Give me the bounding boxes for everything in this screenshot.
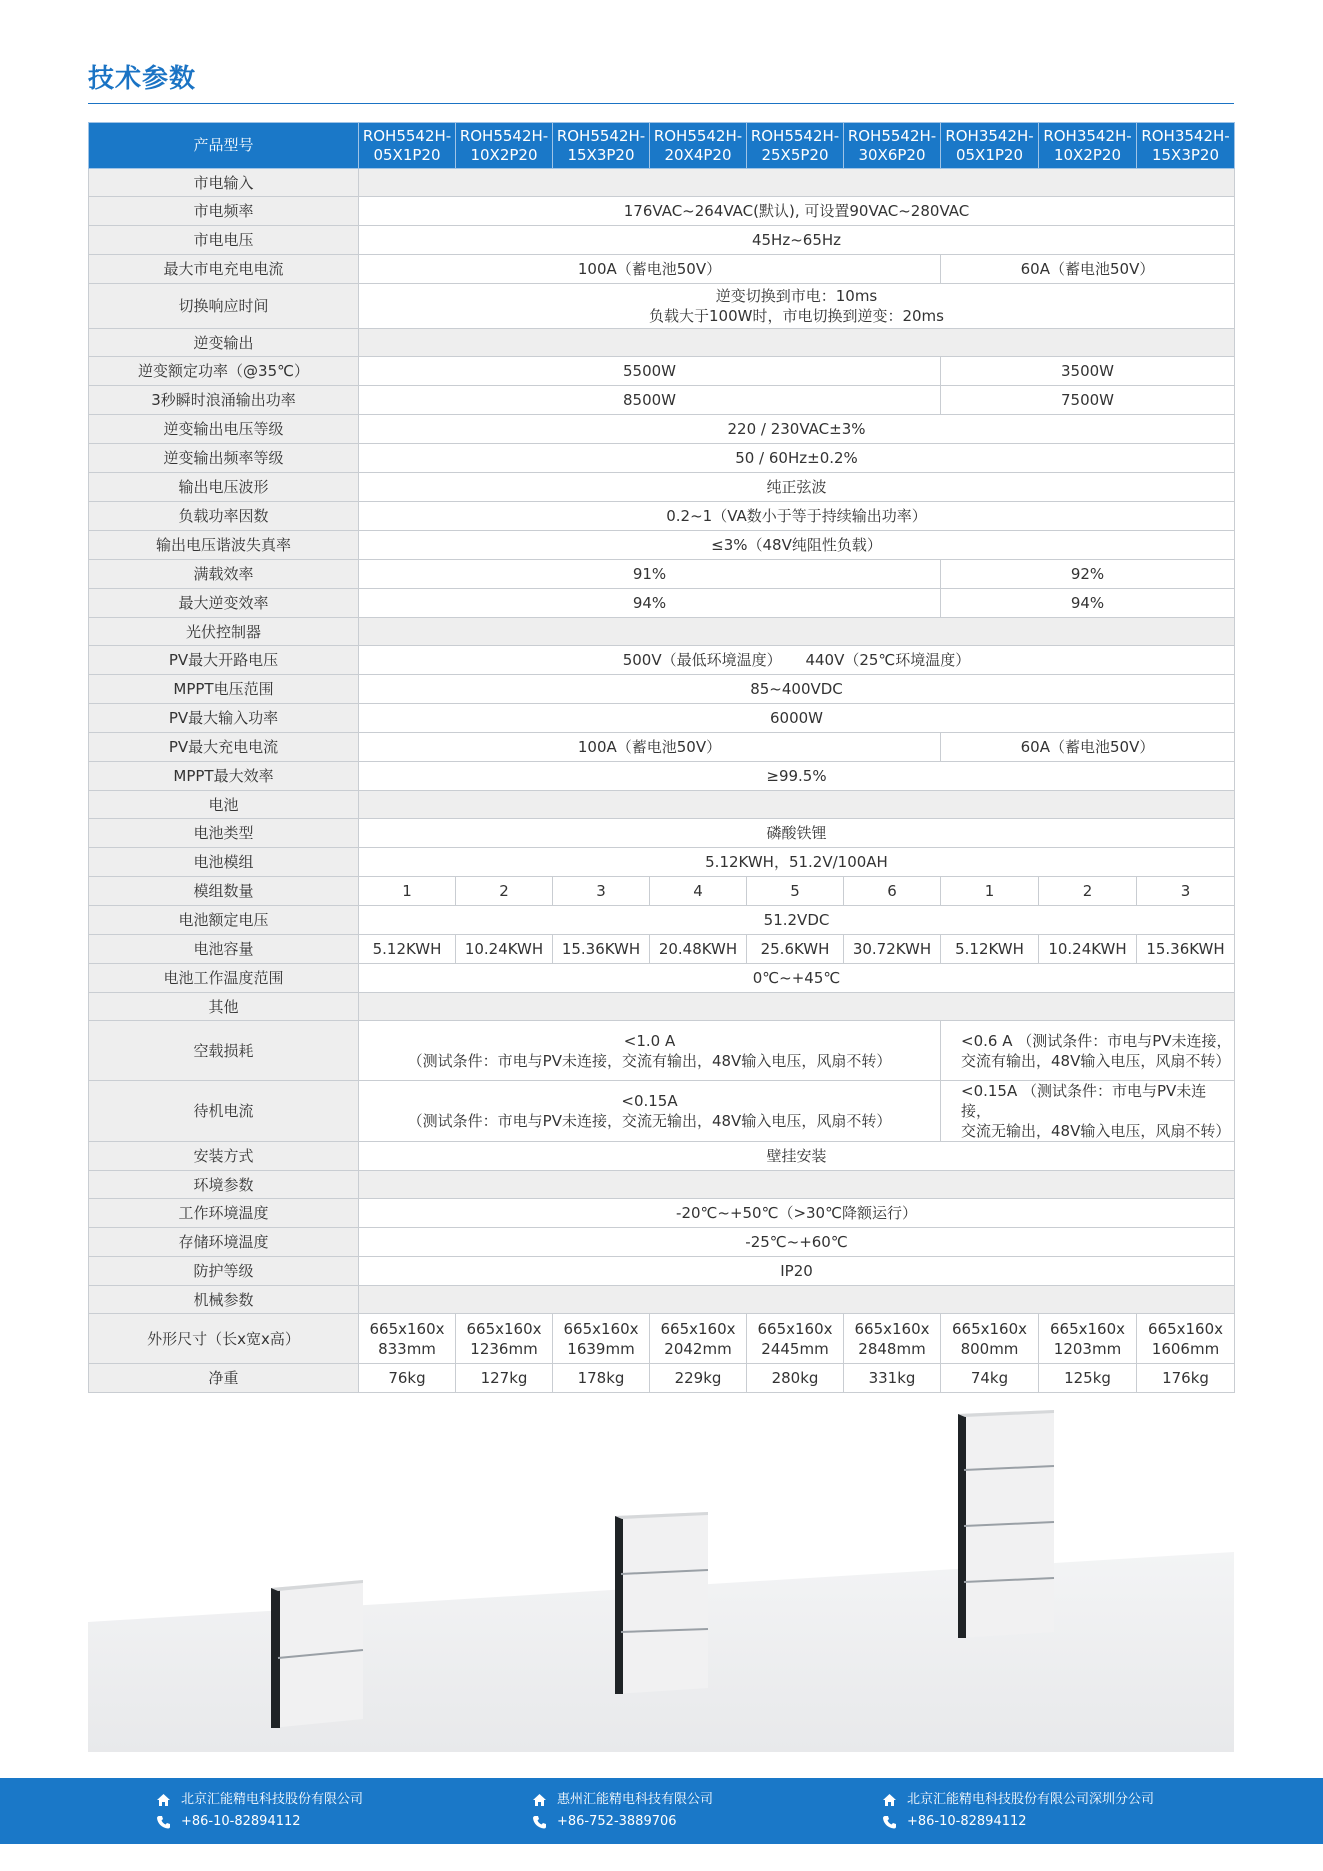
cell: 76kg	[359, 1364, 456, 1393]
row-value: ≤3%（48V纯阻性负载）	[359, 531, 1235, 560]
row-value: 94%	[359, 589, 941, 618]
footer-company: 北京汇能精电科技股份有限公司深圳分公司	[907, 1792, 1155, 1807]
row-label: 待机电流	[89, 1081, 359, 1142]
row-label: 电池容量	[89, 935, 359, 964]
table-row	[89, 386, 1235, 415]
cell: 665x160x 1236mm	[456, 1314, 553, 1364]
model-header: ROH5542H- 15X3P20	[553, 123, 650, 169]
table-row	[89, 964, 1235, 993]
cell: 665x160x 1203mm	[1039, 1314, 1137, 1364]
row-value: 0℃~+45℃	[359, 964, 1235, 993]
table-row	[89, 877, 1235, 906]
cell: 15.36KWH	[1137, 935, 1235, 964]
row-value: 纯正弦波	[359, 473, 1235, 502]
cell: 665x160x 1606mm	[1137, 1314, 1235, 1364]
row-value: <0.6 A （测试条件：市电与PV未连接， 交流有输出，48V输入电压，风扇不转）	[941, 1021, 1235, 1081]
row-label: 输出电压波形	[89, 473, 359, 502]
section-label: 环境参数	[89, 1171, 359, 1199]
row-value: 176VAC~264VAC(默认), 可设置90VAC~280VAC	[359, 197, 1235, 226]
cell: 176kg	[1137, 1364, 1235, 1393]
row-label: MPPT电压范围	[89, 675, 359, 704]
footer-company: 北京汇能精电科技股份有限公司	[181, 1792, 364, 1807]
table-row	[89, 906, 1235, 935]
footer-phone: +86-752-3889706	[557, 1814, 677, 1829]
row-label: 市电电压	[89, 226, 359, 255]
row-value: 3500W	[941, 357, 1235, 386]
section-row	[89, 1171, 1235, 1199]
cell: 74kg	[941, 1364, 1039, 1393]
table-row	[89, 531, 1235, 560]
row-value: 85~400VDC	[359, 675, 1235, 704]
table-row	[89, 357, 1235, 386]
cell: 1	[359, 877, 456, 906]
row-value: 51.2VDC	[359, 906, 1235, 935]
footer-contact	[882, 1789, 1154, 1833]
row-label: 存储环境温度	[89, 1228, 359, 1257]
cell: 665x160x 1639mm	[553, 1314, 650, 1364]
section-row	[89, 169, 1235, 197]
home-icon	[156, 1793, 171, 1807]
row-label: PV最大输入功率	[89, 704, 359, 733]
header-label: 产品型号	[89, 123, 359, 169]
row-label: 外形尺寸（长x宽x高）	[89, 1314, 359, 1364]
row-value: 5.12KWH，51.2V/100AH	[359, 848, 1235, 877]
cell: 665x160x 2848mm	[844, 1314, 941, 1364]
row-value: 60A（蓄电池50V）	[941, 733, 1235, 762]
row-value: 94%	[941, 589, 1235, 618]
table-row	[89, 819, 1235, 848]
row-value: 壁挂安装	[359, 1142, 1235, 1171]
battery-unit-4-module	[958, 1410, 1054, 1638]
section-label: 电池	[89, 791, 359, 819]
cell: 178kg	[553, 1364, 650, 1393]
section-label: 逆变输出	[89, 329, 359, 357]
table-row	[89, 935, 1235, 964]
table-row	[89, 646, 1235, 675]
row-value: 91%	[359, 560, 941, 589]
cell: 665x160x 2445mm	[747, 1314, 844, 1364]
cell: 6	[844, 877, 941, 906]
row-value: ≥99.5%	[359, 762, 1235, 791]
cell: 10.24KWH	[456, 935, 553, 964]
row-label: 电池类型	[89, 819, 359, 848]
table-row	[89, 444, 1235, 473]
home-icon	[882, 1793, 897, 1807]
table-header-row	[89, 123, 1235, 169]
cell: 665x160x 833mm	[359, 1314, 456, 1364]
row-label: 电池额定电压	[89, 906, 359, 935]
cell: 127kg	[456, 1364, 553, 1393]
row-value: 磷酸铁锂	[359, 819, 1235, 848]
model-header: ROH5542H- 10X2P20	[456, 123, 553, 169]
row-label: 输出电压谐波失真率	[89, 531, 359, 560]
phone-icon	[882, 1815, 897, 1829]
row-value: 500V（最低环境温度） 440V（25℃环境温度）	[359, 646, 1235, 675]
model-header: ROH5542H- 05X1P20	[359, 123, 456, 169]
section-label: 光伏控制器	[89, 618, 359, 646]
table-row	[89, 473, 1235, 502]
row-label: PV最大充电电流	[89, 733, 359, 762]
row-label: 工作环境温度	[89, 1199, 359, 1228]
model-header: ROH3542H- 10X2P20	[1039, 123, 1137, 169]
footer-phone: +86-10-82894112	[181, 1814, 301, 1829]
row-value: 0.2~1（VA数小于等于持续输出功率）	[359, 502, 1235, 531]
cell: 10.24KWH	[1039, 935, 1137, 964]
product-illustration	[88, 1392, 1234, 1752]
row-value: 逆变切换到市电：10ms 负载大于100W时，市电切换到逆变：20ms	[359, 284, 1235, 329]
row-label: MPPT最大效率	[89, 762, 359, 791]
model-header: ROH3542H- 05X1P20	[941, 123, 1039, 169]
table-row	[89, 255, 1235, 284]
footer-company: 惠州汇能精电科技有限公司	[557, 1792, 714, 1807]
table-row	[89, 762, 1235, 791]
cell: 25.6KWH	[747, 935, 844, 964]
row-value: 5500W	[359, 357, 941, 386]
footer-bar	[0, 1778, 1323, 1844]
table-row	[89, 1314, 1235, 1364]
table-row	[89, 589, 1235, 618]
row-label: 安装方式	[89, 1142, 359, 1171]
model-header: ROH3542H- 15X3P20	[1137, 123, 1235, 169]
row-label: 最大逆变效率	[89, 589, 359, 618]
row-value: 100A（蓄电池50V）	[359, 255, 941, 284]
cell: 5	[747, 877, 844, 906]
cell: 331kg	[844, 1364, 941, 1393]
cell: 280kg	[747, 1364, 844, 1393]
table-row	[89, 415, 1235, 444]
row-label: 净重	[89, 1364, 359, 1393]
table-row	[89, 1081, 1235, 1142]
row-value: 6000W	[359, 704, 1235, 733]
row-value: 220 / 230VAC±3%	[359, 415, 1235, 444]
cell: 125kg	[1039, 1364, 1137, 1393]
model-header: ROH5542H- 20X4P20	[650, 123, 747, 169]
phone-icon	[532, 1815, 547, 1829]
row-value: 8500W	[359, 386, 941, 415]
cell: 229kg	[650, 1364, 747, 1393]
section-row	[89, 618, 1235, 646]
page-title: 技术参数	[88, 64, 197, 94]
section-label: 其他	[89, 993, 359, 1021]
table-row	[89, 1199, 1235, 1228]
row-value: 7500W	[941, 386, 1235, 415]
title-divider	[88, 103, 1234, 104]
section-label: 市电输入	[89, 169, 359, 197]
battery-unit-3-module	[615, 1512, 708, 1694]
cell: 3	[553, 877, 650, 906]
table-row	[89, 1142, 1235, 1171]
cell: 5.12KWH	[941, 935, 1039, 964]
table-row	[89, 226, 1235, 255]
table-row	[89, 733, 1235, 762]
section-label: 机械参数	[89, 1286, 359, 1314]
row-label: 逆变额定功率（@35℃）	[89, 357, 359, 386]
row-label: 电池工作温度范围	[89, 964, 359, 993]
table-row	[89, 502, 1235, 531]
section-row	[89, 1286, 1235, 1314]
table-row	[89, 284, 1235, 329]
row-label: 满载效率	[89, 560, 359, 589]
table-row	[89, 1257, 1235, 1286]
table-row	[89, 197, 1235, 226]
spec-table	[88, 122, 1235, 1393]
row-label: 逆变输出电压等级	[89, 415, 359, 444]
cell: 2	[456, 877, 553, 906]
footer-contact	[156, 1789, 363, 1833]
row-value: -20℃~+50℃（>30℃降额运行）	[359, 1199, 1235, 1228]
row-label: 逆变输出频率等级	[89, 444, 359, 473]
phone-icon	[156, 1815, 171, 1829]
row-label: 防护等级	[89, 1257, 359, 1286]
battery-unit-1-module	[271, 1580, 363, 1728]
cell: 1	[941, 877, 1039, 906]
row-label: PV最大开路电压	[89, 646, 359, 675]
row-label: 市电频率	[89, 197, 359, 226]
cell: 665x160x 800mm	[941, 1314, 1039, 1364]
table-row	[89, 560, 1235, 589]
row-value: <1.0 A （测试条件：市电与PV未连接，交流有输出，48V输入电压，风扇不转）	[359, 1021, 941, 1081]
row-value: 92%	[941, 560, 1235, 589]
cell: 5.12KWH	[359, 935, 456, 964]
row-value: <0.15A （测试条件：市电与PV未连接， 交流无输出，48V输入电压，风扇不转）	[941, 1081, 1235, 1142]
row-value: 100A（蓄电池50V）	[359, 733, 941, 762]
cell: 30.72KWH	[844, 935, 941, 964]
table-row	[89, 675, 1235, 704]
row-label: 电池模组	[89, 848, 359, 877]
row-value: 50 / 60Hz±0.2%	[359, 444, 1235, 473]
footer-contact	[532, 1789, 713, 1833]
model-header: ROH5542H- 30X6P20	[844, 123, 941, 169]
row-value: -25℃~+60℃	[359, 1228, 1235, 1257]
section-row	[89, 791, 1235, 819]
table-row	[89, 1364, 1235, 1393]
cell: 3	[1137, 877, 1235, 906]
row-label: 最大市电充电电流	[89, 255, 359, 284]
table-row	[89, 1021, 1235, 1081]
row-value: 45Hz~65Hz	[359, 226, 1235, 255]
home-icon	[532, 1793, 547, 1807]
cell: 665x160x 2042mm	[650, 1314, 747, 1364]
cell: 20.48KWH	[650, 935, 747, 964]
row-value: <0.15A （测试条件：市电与PV未连接，交流无输出，48V输入电压，风扇不转）	[359, 1081, 941, 1142]
row-value: IP20	[359, 1257, 1235, 1286]
footer-phone: +86-10-82894112	[907, 1814, 1027, 1829]
row-label: 3秒瞬时浪涌输出功率	[89, 386, 359, 415]
table-row	[89, 848, 1235, 877]
table-row	[89, 1228, 1235, 1257]
table-row	[89, 704, 1235, 733]
section-row	[89, 993, 1235, 1021]
row-label: 切换响应时间	[89, 284, 359, 329]
row-label: 模组数量	[89, 877, 359, 906]
cell: 15.36KWH	[553, 935, 650, 964]
model-header: ROH5542H- 25X5P20	[747, 123, 844, 169]
row-label: 空载损耗	[89, 1021, 359, 1081]
row-value: 60A（蓄电池50V）	[941, 255, 1235, 284]
section-row	[89, 329, 1235, 357]
cell: 2	[1039, 877, 1137, 906]
cell: 4	[650, 877, 747, 906]
row-label: 负载功率因数	[89, 502, 359, 531]
